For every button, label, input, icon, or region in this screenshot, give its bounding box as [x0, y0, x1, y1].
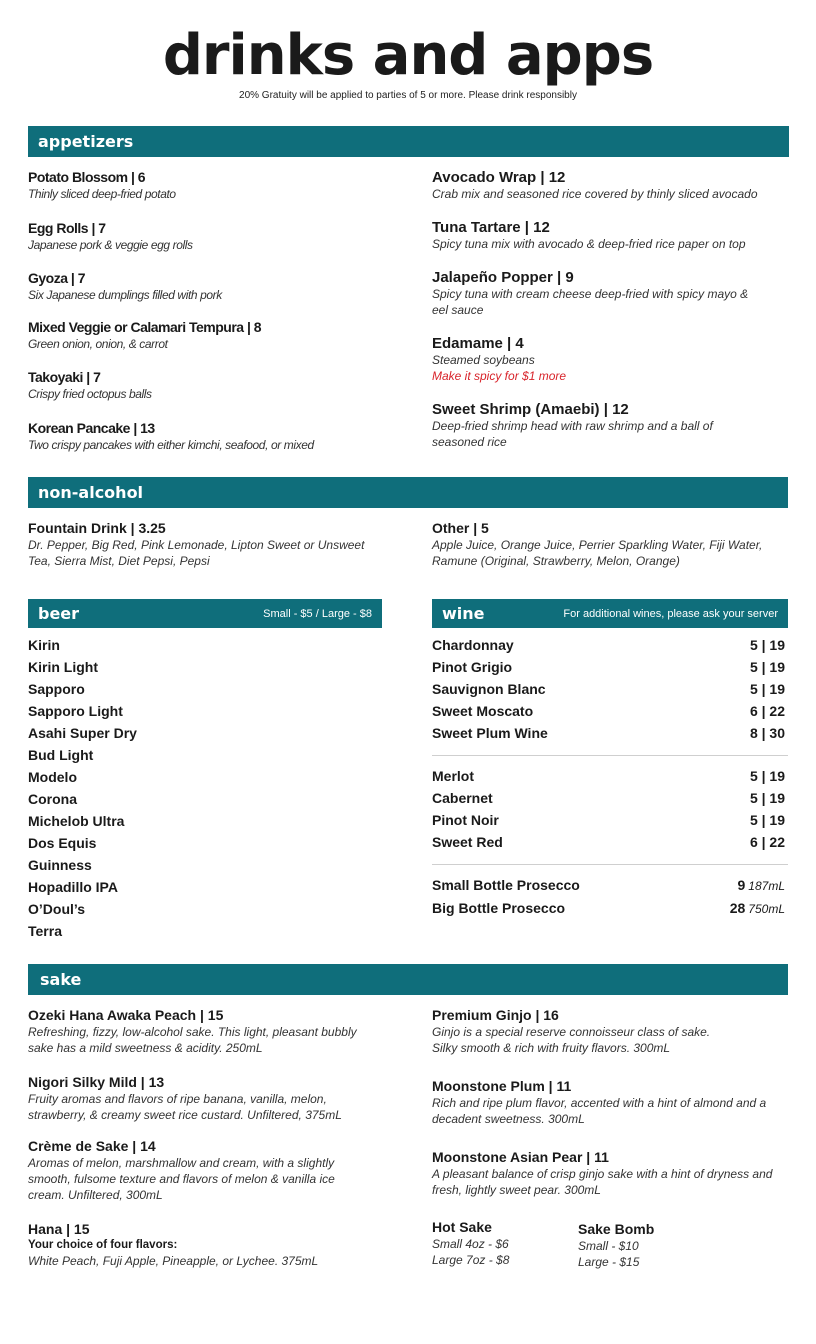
menu-item	[28, 1138, 378, 1221]
item-name: Hana | 15	[28, 1221, 90, 1237]
wine-row	[432, 787, 788, 809]
beer-title: beer	[38, 604, 80, 623]
wine-row	[432, 809, 788, 831]
item-name: Sweet Shrimp (Amaebi) | 12	[432, 401, 629, 418]
item-desc: Crispy fried octopus balls	[28, 387, 152, 401]
wine-name: Sweet Red	[432, 834, 503, 850]
beer-item: Asahi Super Dry	[28, 725, 137, 741]
wine-price: 6 | 22	[749, 834, 785, 850]
wine-name: Cabernet	[432, 790, 493, 806]
menu-item	[432, 1149, 788, 1198]
wine-price: 5 | 19	[749, 637, 785, 653]
beer-item: Modelo	[28, 769, 77, 785]
item-name: Avocado Wrap | 12	[432, 169, 566, 186]
beer-item: Michelob Ultra	[28, 813, 125, 829]
wine-name: Sauvignon Blanc	[432, 681, 546, 697]
item-desc: Green onion, onion, & carrot	[28, 337, 168, 351]
item-subheading: Your choice of four flavors:	[28, 1239, 178, 1251]
item-desc: A pleasant balance of crisp ginjo sake with a hint of dryness and fresh, lightly sweet pear. 300mL	[432, 1167, 773, 1197]
wine-name: Small Bottle Prosecco	[432, 877, 580, 893]
menu-item	[28, 270, 398, 319]
menu-item	[28, 220, 398, 270]
item-desc: Large - $15	[578, 1255, 640, 1269]
wine-name: Sweet Plum Wine	[432, 725, 548, 741]
item-desc: Two crispy pancakes with either kimchi, seafood, or mixed	[28, 438, 314, 452]
beer-item: Terra	[28, 923, 62, 939]
item-name: Ozeki Hana Awaka Peach | 15	[28, 1007, 224, 1023]
item-name: Premium Ginjo | 16	[432, 1007, 559, 1023]
item-desc: Refreshing, fizzy, low-alcohol sake. This light, pleasant bubbly sake has a mild sweetness & acidity. 250mL	[28, 1025, 357, 1055]
wine-row	[432, 874, 788, 897]
menu-item	[432, 335, 788, 401]
appetizers-left	[28, 169, 398, 453]
sake-left	[28, 1007, 378, 1269]
wine-name: Sweet Moscato	[432, 703, 534, 719]
beer-item: Hopadillo IPA	[28, 879, 118, 895]
menu-item	[28, 1074, 378, 1138]
item-desc: Apple Juice, Orange Juice, Perrier Sparkling Water, Fiji Water, Ramune (Original, Strawberry, Melon, Orange)	[432, 538, 763, 568]
item-desc: Steamed soybeans	[432, 353, 535, 367]
item-desc: White Peach, Fuji Apple, Pineapple, or Lychee. 375mL	[28, 1254, 319, 1268]
wine-price: 5 | 19	[749, 812, 785, 828]
wine-row	[432, 722, 788, 744]
beer-item: Guinness	[28, 857, 92, 873]
beer-list	[28, 634, 137, 942]
beer-price-note: Small - $5 / Large - $8	[263, 607, 372, 620]
menu-item	[28, 420, 398, 453]
divider	[432, 755, 788, 756]
item-desc: Dr. Pepper, Big Red, Pink Lemonade, Lipton Sweet or Unsweet Tea, Sierra Mist, Diet Pepsi, Pepsi	[28, 538, 365, 568]
item-name: Mixed Veggie or Calamari Tempura | 8	[28, 319, 262, 335]
wine-price: 6 | 22	[749, 703, 785, 719]
menu-item	[28, 169, 398, 220]
bottle-size: 187mL	[748, 879, 785, 893]
appetizers-right	[432, 169, 788, 450]
item-name: Moonstone Plum | 11	[432, 1078, 572, 1094]
item-desc: Japanese pork & veggie egg rolls	[28, 238, 193, 252]
beer-item: Dos Equis	[28, 835, 97, 851]
sake-title: sake	[40, 970, 82, 989]
menu-item	[432, 1007, 788, 1078]
item-desc: Six Japanese dumplings filled with pork	[28, 288, 222, 302]
menu-item	[28, 319, 398, 369]
beer-item: O’Doul’s	[28, 901, 86, 917]
item-desc: Small 4oz - $6	[432, 1237, 509, 1251]
item-name: Edamame | 4	[432, 335, 524, 352]
wine-title: wine	[442, 604, 485, 623]
item-desc: Large 7oz - $8	[432, 1253, 510, 1267]
item-name: Nigori Silky Mild | 13	[28, 1074, 165, 1090]
item-name: Moonstone Asian Pear | 11	[432, 1149, 609, 1165]
wine-price-group	[738, 874, 789, 897]
item-name: Sake Bomb	[578, 1221, 655, 1237]
item-name: Jalapeño Popper | 9	[432, 269, 574, 286]
wine-row	[432, 634, 788, 656]
menu-item	[432, 1078, 788, 1149]
divider	[432, 864, 788, 865]
wine-list	[432, 634, 788, 920]
wine-price: 8 | 30	[749, 725, 785, 741]
item-desc: Thinly sliced deep-fried potato	[28, 187, 176, 201]
beer-header	[28, 599, 382, 628]
item-desc: Deep-fried shrimp head with raw shrimp and a ball of seasoned rice	[432, 419, 713, 449]
menu-item	[28, 1007, 378, 1074]
sake-right	[432, 1007, 788, 1198]
wine-price-group	[730, 897, 788, 920]
page-title: drinks and apps	[162, 23, 654, 88]
item-name: Gyoza | 7	[28, 270, 85, 286]
item-name: Egg Rolls | 7	[28, 220, 106, 236]
item-desc: Fruity aromas and flavors of ripe banana, vanilla, melon, strawberry, & creamy sweet rice custard. Unfiltered, 375mL	[28, 1092, 342, 1122]
wine-note: For additional wines, please ask your server	[563, 607, 778, 620]
wine-row	[432, 700, 788, 722]
menu-item	[432, 219, 788, 269]
wine-name: Pinot Grigio	[432, 659, 513, 675]
menu-item	[28, 369, 398, 420]
item-desc: Spicy tuna mix with avocado & deep-fried rice paper on top	[432, 237, 746, 251]
non-alcohol-header	[28, 477, 788, 508]
item-name: Fountain Drink | 3.25	[28, 520, 166, 536]
wine-price: 9	[737, 877, 746, 893]
gratuity-note: 20% Gratuity will be applied to parties of 5 or more. Please drink responsibly	[239, 90, 577, 101]
item-name: Korean Pancake | 13	[28, 420, 155, 436]
menu-item	[432, 269, 788, 335]
beer-item: Sapporo	[28, 681, 85, 697]
menu-item	[432, 169, 788, 219]
item-desc: Small - $10	[578, 1239, 639, 1253]
non-alcohol-right	[432, 520, 788, 569]
wine-name: Pinot Noir	[432, 812, 499, 828]
wine-price: 28	[729, 900, 746, 916]
beer-item: Kirin	[28, 637, 60, 653]
item-desc: Rich and ripe plum flavor, accented with a hint of almond and a decadent sweetness. 300mL	[432, 1096, 767, 1126]
item-name: Other | 5	[432, 520, 489, 536]
spicy-upcharge-note: Make it spicy for $1 more	[432, 369, 567, 383]
wine-name: Merlot	[432, 768, 474, 784]
item-desc: Crab mix and seasoned rice covered by thinly sliced avocado	[432, 187, 758, 201]
non-alcohol-left	[28, 520, 388, 569]
wine-price: 5 | 19	[749, 790, 785, 806]
item-desc: Ginjo is a special reserve connoisseur class of sake. Silky smooth & rich with fruity flavors. 300mL	[432, 1025, 711, 1055]
wine-row	[432, 897, 788, 920]
beer-item: Kirin Light	[28, 659, 98, 675]
wine-row	[432, 765, 788, 787]
non-alcohol-title: non-alcohol	[38, 483, 144, 502]
wine-row	[432, 656, 788, 678]
beer-item: Bud Light	[28, 747, 94, 763]
hot-sake	[432, 1219, 572, 1268]
sake-bomb	[578, 1221, 718, 1270]
wine-name: Big Bottle Prosecco	[432, 900, 566, 916]
sake-header	[28, 964, 788, 995]
beer-item: Sapporo Light	[28, 703, 123, 719]
wine-price: 5 | 19	[749, 681, 785, 697]
wine-price: 5 | 19	[749, 659, 785, 675]
item-name: Crème de Sake | 14	[28, 1138, 156, 1154]
wine-row	[432, 678, 788, 700]
item-name: Potato Blossom | 6	[28, 169, 146, 185]
beer-item: Corona	[28, 791, 77, 807]
appetizers-title: appetizers	[38, 132, 134, 151]
item-name: Tuna Tartare | 12	[432, 219, 550, 236]
menu-item	[28, 1221, 378, 1269]
item-desc: Aromas of melon, marshmallow and cream, with a slightly smooth, fulsome texture and flavors of melon & vanilla ice cream. Unfiltered, 300mL	[28, 1156, 335, 1202]
item-name: Takoyaki | 7	[28, 369, 101, 385]
wine-price: 5 | 19	[749, 768, 785, 784]
wine-row	[432, 831, 788, 853]
item-desc: Spicy tuna with cream cheese deep-fried with spicy mayo & eel sauce	[432, 287, 749, 317]
appetizers-header	[28, 126, 789, 157]
menu-item	[432, 401, 788, 450]
item-name: Hot Sake	[432, 1219, 492, 1235]
wine-name: Chardonnay	[432, 637, 514, 653]
wine-header	[432, 599, 788, 628]
bottle-size: 750mL	[748, 902, 785, 916]
